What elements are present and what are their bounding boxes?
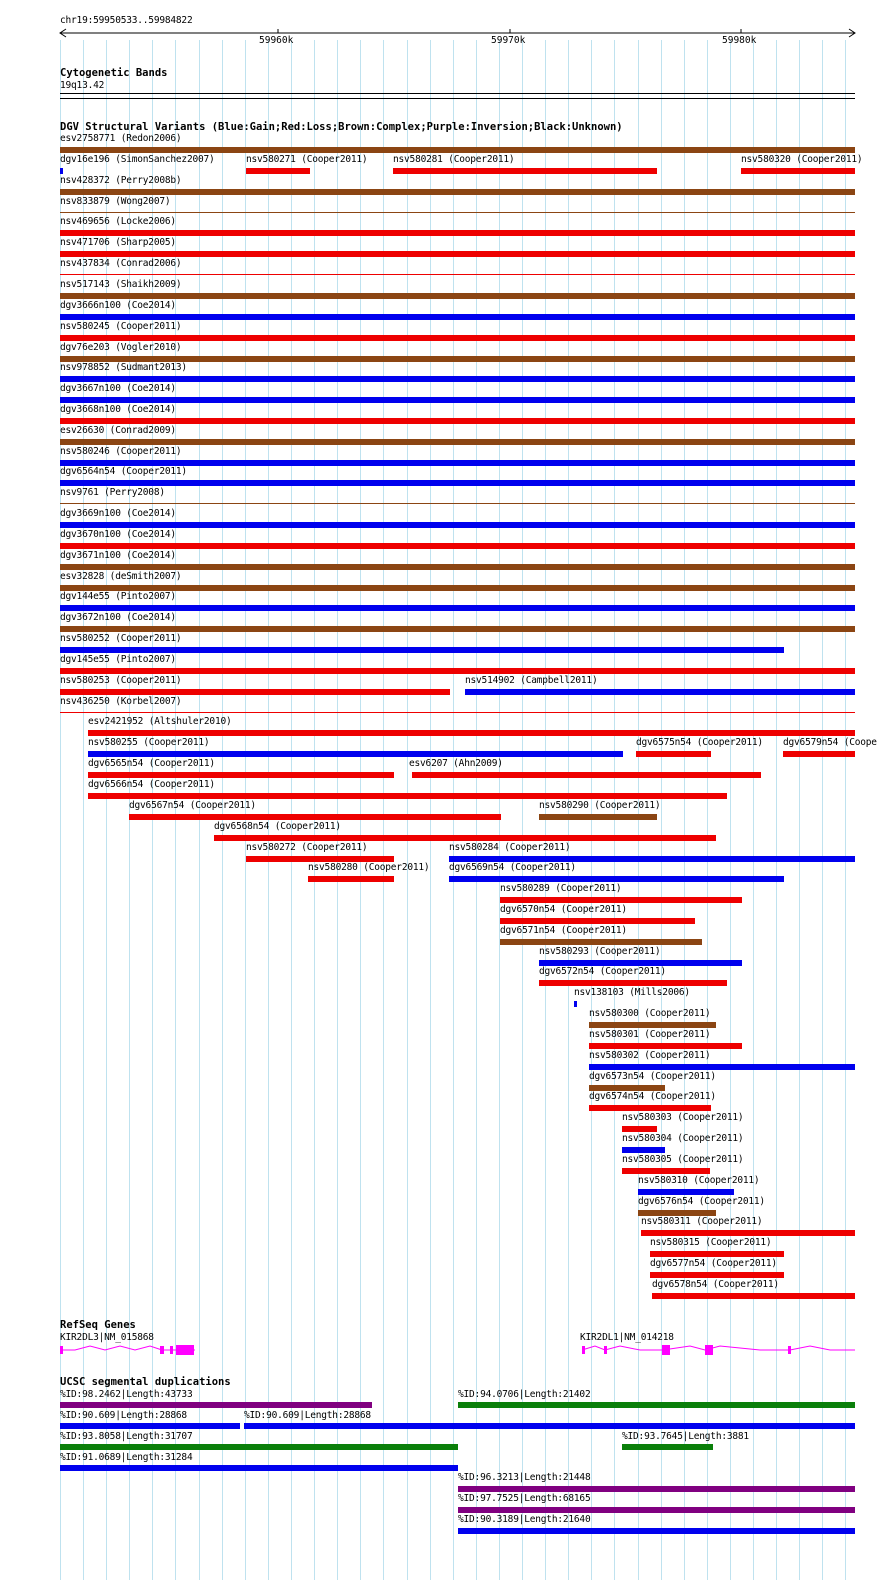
dgv-feature-bar[interactable] [308, 876, 394, 882]
dgv-feature-label[interactable]: dgv145e55 (Pinto2007) [60, 654, 176, 665]
dgv-feature-bar[interactable] [129, 814, 501, 820]
dgv-feature-label[interactable]: dgv3668n100 (Coe2014) [60, 404, 176, 415]
dgv-feature-bar[interactable] [650, 1251, 784, 1257]
dgv-feature-bar[interactable] [449, 876, 784, 882]
cytoband-line [60, 93, 855, 94]
segdup-feature-label[interactable]: %ID:97.7525|Length:68165 [458, 1493, 591, 1504]
dgv-feature-label[interactable]: dgv6579n54 (Coope [783, 737, 877, 748]
dgv-feature-label[interactable]: nsv580271 (Cooper2011) [246, 154, 368, 165]
dgv-feature-label[interactable]: nsv469656 (Locke2006) [60, 216, 176, 227]
dgv-feature-bar[interactable] [652, 1293, 855, 1299]
dgv-feature-bar[interactable] [60, 230, 855, 236]
dgv-feature-bar[interactable] [60, 480, 855, 486]
dgv-feature-label[interactable]: nsv9761 (Perry2008) [60, 487, 165, 498]
dgv-feature-label[interactable]: dgv6570n54 (Cooper2011) [500, 904, 627, 915]
dgv-feature-bar[interactable] [60, 189, 855, 195]
position-label: chr19:59950533..59984822 [60, 15, 193, 26]
dgv-feature-bar[interactable] [539, 814, 657, 820]
dgv-feature-label[interactable]: dgv6573n54 (Cooper2011) [589, 1071, 716, 1082]
refseq-gene-models[interactable] [0, 1340, 890, 1360]
dgv-feature-label[interactable]: nsv580320 (Cooper2011) [741, 154, 863, 165]
dgv-feature-label[interactable]: nsv580302 (Cooper2011) [589, 1050, 711, 1061]
dgv-feature-bar[interactable] [60, 418, 855, 424]
dgv-feature-label[interactable]: dgv6567n54 (Cooper2011) [129, 800, 256, 811]
dgv-feature-bar[interactable] [589, 1022, 716, 1028]
dgv-feature-bar[interactable] [60, 251, 855, 257]
refseq-track-title: RefSeq Genes [60, 1319, 136, 1331]
segdup-feature-bar[interactable] [244, 1423, 855, 1429]
dgv-feature-bar[interactable] [60, 712, 855, 713]
dgv-feature-bar[interactable] [60, 647, 784, 653]
dgv-feature-label[interactable]: dgv6576n54 (Cooper2011) [638, 1196, 765, 1207]
dgv-feature-label[interactable]: nsv517143 (Shaikh2009) [60, 279, 182, 290]
dgv-feature-label[interactable]: nsv580281 (Cooper2011) [393, 154, 515, 165]
segdup-feature-label[interactable]: %ID:90.609|Length:28868 [244, 1410, 371, 1421]
dgv-feature-label[interactable]: nsv138103 (Mills2006) [574, 987, 690, 998]
dgv-feature-label[interactable]: nsv514902 (Campbell2011) [465, 675, 598, 686]
dgv-feature-label[interactable]: nsv580290 (Cooper2011) [539, 800, 661, 811]
dgv-feature-bar[interactable] [246, 168, 310, 174]
dgv-feature-label[interactable]: nsv580301 (Cooper2011) [589, 1029, 711, 1040]
dgv-feature-label[interactable]: nsv428372 (Perry2008b) [60, 175, 182, 186]
dgv-feature-label[interactable]: dgv6575n54 (Cooper2011) [636, 737, 763, 748]
dgv-feature-bar[interactable] [465, 689, 855, 695]
dgv-feature-label[interactable]: esv2758771 (Redon2006) [60, 133, 182, 144]
dgv-feature-label[interactable]: esv2421952 (Altshuler2010) [88, 716, 232, 727]
dgv-feature-label[interactable]: nsv437834 (Conrad2006) [60, 258, 182, 269]
ruler-tick-label: 59980k [722, 35, 757, 46]
dgv-feature-bar[interactable] [539, 980, 727, 986]
dgv-feature-bar[interactable] [88, 751, 623, 757]
dgv-feature-label[interactable]: esv32828 (deSmith2007) [60, 571, 182, 582]
dgv-feature-bar[interactable] [783, 751, 855, 757]
segdup-feature-label[interactable]: %ID:93.7645|Length:3881 [622, 1431, 749, 1442]
dgv-feature-bar[interactable] [88, 772, 394, 778]
dgv-feature-bar[interactable] [60, 626, 855, 632]
segdup-feature-bar[interactable] [622, 1444, 713, 1450]
dgv-feature-bar[interactable] [88, 793, 727, 799]
dgv-feature-bar[interactable] [60, 543, 855, 549]
dgv-feature-bar[interactable] [622, 1147, 665, 1153]
segdup-feature-label[interactable]: %ID:94.0706|Length:21402 [458, 1389, 591, 1400]
dgv-feature-bar[interactable] [589, 1105, 711, 1111]
dgv-feature-label[interactable]: nsv580252 (Cooper2011) [60, 633, 182, 644]
dgv-feature-bar[interactable] [60, 397, 855, 403]
dgv-feature-bar[interactable] [500, 918, 695, 924]
dgv-feature-bar[interactable] [88, 730, 855, 736]
dgv-feature-bar[interactable] [641, 1230, 855, 1236]
dgv-feature-label[interactable]: nsv580315 (Cooper2011) [650, 1237, 772, 1248]
dgv-feature-bar[interactable] [214, 835, 716, 841]
segdup-track-title: UCSC segmental duplications [60, 1376, 231, 1388]
dgv-feature-label[interactable]: nsv580305 (Cooper2011) [622, 1154, 744, 1165]
dgv-feature-label[interactable]: dgv6565n54 (Cooper2011) [88, 758, 215, 769]
cytoband-track-title: Cytogenetic Bands [60, 67, 168, 79]
dgv-feature-label[interactable]: dgv6571n54 (Cooper2011) [500, 925, 627, 936]
dgv-feature-label[interactable]: nsv580311 (Cooper2011) [641, 1216, 763, 1227]
ruler-tick-label: 59960k [259, 35, 294, 46]
segdup-feature-label[interactable]: %ID:90.609|Length:28868 [60, 1410, 187, 1421]
dgv-feature-label[interactable]: dgv3667n100 (Coe2014) [60, 383, 176, 394]
dgv-feature-bar[interactable] [650, 1272, 784, 1278]
dgv-feature-label[interactable]: nsv580300 (Cooper2011) [589, 1008, 711, 1019]
cytoband-line [60, 98, 855, 99]
segdup-feature-bar[interactable] [60, 1402, 372, 1408]
dgv-feature-label[interactable]: nsv580304 (Cooper2011) [622, 1133, 744, 1144]
dgv-feature-label[interactable]: nsv580253 (Cooper2011) [60, 675, 182, 686]
cytoband-label[interactable]: 19q13.42 [60, 80, 105, 91]
gene-label-kir2dl3[interactable]: KIR2DL3|NM_015868 [60, 1332, 154, 1343]
dgv-feature-label[interactable]: nsv580303 (Cooper2011) [622, 1112, 744, 1123]
dgv-feature-bar[interactable] [741, 168, 855, 174]
dgv-feature-label[interactable]: dgv6574n54 (Cooper2011) [589, 1091, 716, 1102]
dgv-feature-bar[interactable] [636, 751, 711, 757]
dgv-feature-bar[interactable] [60, 293, 855, 299]
dgv-feature-bar[interactable] [60, 503, 855, 504]
dgv-feature-label[interactable]: dgv6577n54 (Cooper2011) [650, 1258, 777, 1269]
dgv-feature-label[interactable]: dgv6578n54 (Cooper2011) [652, 1279, 779, 1290]
gene-label-kir2dl1[interactable]: KIR2DL1|NM_014218 [580, 1332, 674, 1343]
dgv-feature-bar[interactable] [393, 168, 657, 174]
dgv-feature-bar[interactable] [60, 564, 855, 570]
dgv-feature-label[interactable]: esv6207 (Ahn2009) [409, 758, 503, 769]
dgv-feature-bar[interactable] [500, 939, 702, 945]
dgv-feature-label[interactable]: dgv3670n100 (Coe2014) [60, 529, 176, 540]
segdup-feature-label[interactable]: %ID:91.0689|Length:31284 [60, 1452, 193, 1463]
dgv-feature-label[interactable]: nsv436250 (Korbel2007) [60, 696, 182, 707]
dgv-feature-label[interactable]: nsv580284 (Cooper2011) [449, 842, 571, 853]
dgv-feature-bar[interactable] [589, 1043, 742, 1049]
dgv-feature-label[interactable]: dgv6569n54 (Cooper2011) [449, 862, 576, 873]
segdup-feature-bar[interactable] [458, 1402, 855, 1408]
dgv-feature-label[interactable]: nsv580245 (Cooper2011) [60, 321, 182, 332]
dgv-feature-label[interactable]: dgv6568n54 (Cooper2011) [214, 821, 341, 832]
segdup-feature-bar[interactable] [458, 1528, 855, 1534]
dgv-feature-bar[interactable] [60, 522, 855, 528]
segdup-feature-label[interactable]: %ID:93.8058|Length:31707 [60, 1431, 193, 1442]
dgv-feature-label[interactable]: dgv3672n100 (Coe2014) [60, 612, 176, 623]
dgv-feature-label[interactable]: dgv6572n54 (Cooper2011) [539, 966, 666, 977]
dgv-feature-label[interactable]: nsv471706 (Sharp2005) [60, 237, 176, 248]
dgv-feature-bar[interactable] [589, 1064, 855, 1070]
segdup-feature-label[interactable]: %ID:90.3189|Length:21640 [458, 1514, 591, 1525]
dgv-feature-bar[interactable] [60, 605, 855, 611]
dgv-feature-bar[interactable] [60, 274, 855, 275]
segdup-feature-label[interactable]: %ID:96.3213|Length:21448 [458, 1472, 591, 1483]
dgv-feature-label[interactable]: nsv580310 (Cooper2011) [638, 1175, 760, 1186]
segdup-feature-bar[interactable] [60, 1423, 240, 1429]
dgv-feature-bar[interactable] [60, 668, 855, 674]
dgv-feature-label[interactable]: dgv3666n100 (Coe2014) [60, 300, 176, 311]
segdup-feature-bar[interactable] [60, 1444, 458, 1450]
dgv-feature-bar[interactable] [622, 1168, 710, 1174]
dgv-feature-bar[interactable] [500, 897, 742, 903]
dgv-feature-bar[interactable] [638, 1189, 734, 1195]
dgv-feature-bar[interactable] [412, 772, 761, 778]
ruler-tick-label: 59970k [491, 35, 526, 46]
dgv-feature-bar[interactable] [60, 689, 450, 695]
dgv-feature-label[interactable]: nsv978852 (Sudmant2013) [60, 362, 187, 373]
dgv-feature-label[interactable]: nsv580289 (Cooper2011) [500, 883, 622, 894]
ruler-axis [0, 0, 890, 40]
dgv-feature-label[interactable]: dgv6564n54 (Cooper2011) [60, 466, 187, 477]
dgv-feature-bar[interactable] [622, 1126, 657, 1132]
dgv-feature-label[interactable]: nsv833879 (Wong2007) [60, 196, 171, 207]
dgv-feature-label[interactable]: dgv6566n54 (Cooper2011) [88, 779, 215, 790]
dgv-feature-bar[interactable] [60, 335, 855, 341]
dgv-feature-label[interactable]: dgv144e55 (Pinto2007) [60, 591, 176, 602]
dgv-feature-bar[interactable] [60, 585, 855, 591]
dgv-feature-label[interactable]: nsv580293 (Cooper2011) [539, 946, 661, 957]
dgv-feature-bar[interactable] [60, 314, 855, 320]
dgv-feature-label[interactable]: dgv76e203 (Vogler2010) [60, 342, 182, 353]
dgv-feature-bar[interactable] [60, 168, 63, 174]
dgv-feature-label[interactable]: nsv580280 (Cooper2011) [308, 862, 430, 873]
dgv-feature-label[interactable]: dgv3671n100 (Coe2014) [60, 550, 176, 561]
dgv-feature-bar[interactable] [574, 1001, 577, 1007]
dgv-feature-bar[interactable] [60, 376, 855, 382]
dgv-feature-bar[interactable] [60, 212, 855, 213]
segdup-feature-bar[interactable] [458, 1507, 855, 1513]
segdup-feature-bar[interactable] [60, 1465, 458, 1471]
segdup-feature-bar[interactable] [458, 1486, 855, 1492]
dgv-feature-label[interactable]: nsv580272 (Cooper2011) [246, 842, 368, 853]
dgv-track-title: DGV Structural Variants (Blue:Gain;Red:Loss;Brown:Complex;Purple:Inversion;Black:Unknown) [60, 121, 623, 133]
dgv-feature-label[interactable]: nsv580246 (Cooper2011) [60, 446, 182, 457]
dgv-feature-label[interactable]: dgv16e196 (SimonSanchez2007) [60, 154, 215, 165]
dgv-feature-bar[interactable] [60, 439, 855, 445]
dgv-feature-bar[interactable] [60, 147, 855, 153]
dgv-feature-label[interactable]: esv26630 (Conrad2009) [60, 425, 176, 436]
segdup-feature-label[interactable]: %ID:98.2462|Length:43733 [60, 1389, 193, 1400]
dgv-feature-label[interactable]: dgv3669n100 (Coe2014) [60, 508, 176, 519]
dgv-feature-label[interactable]: nsv580255 (Cooper2011) [88, 737, 210, 748]
